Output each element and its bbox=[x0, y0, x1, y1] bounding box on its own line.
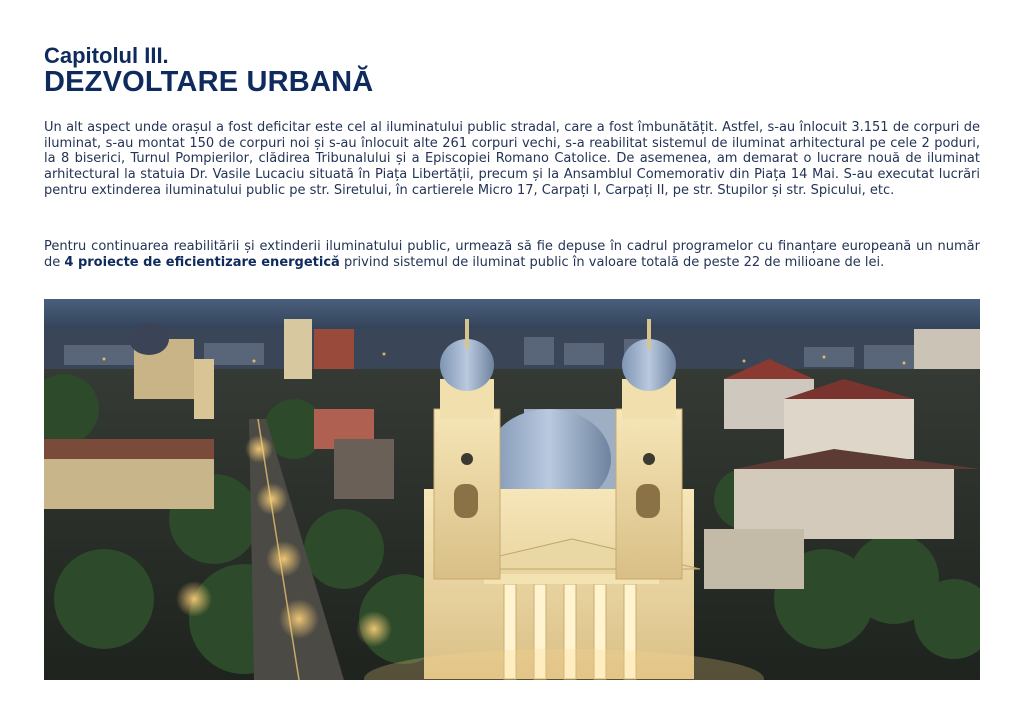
body-paragraph-1: Un alt aspect unde orașul a fost deficitar este cel al iluminatului public stradal, care a fost îmbunătățit. Astfel, s-au înlocuit 3.151 de corpuri de iluminat, s-au montat 150 de corpuri noi și s-au înlocuit alte 261 corpuri vechi, s-a reabilitat sistemul de iluminat arhitectural pe cele 2 poduri, la 8 biserici, Turnul Pompierilor, clădirea Tribunalului și a Episcopiei Romano Catolice. De asemenea, am demarat o lucrare nouă de iluminat arhitectural la statuia Dr. Vasile Lucaciu situată în Piața Libertății, precum și la Ansamblul Comemorativ din Piața 14 Mai. S-au executat lucrări pentru extinderea iluminatului public pe str. Siretului, în cartierele Micro 17, Carpați I, Carpați II, pe str. Stupilor și str. Spicului, etc. bbox=[44, 120, 980, 198]
body-paragraph-2 bbox=[44, 239, 980, 270]
chapter-label: Capitolul III. bbox=[44, 43, 169, 68]
paragraph-2-text-start: Pentru continuarea reabilitării și extinderii iluminatului public, urmează să fie depuse în cadrul programelor cu finanțare europeană un număr de bbox=[44, 239, 980, 270]
page-title: DEZVOLTARE URBANĂ bbox=[44, 66, 374, 98]
highlighted-projects-text: 4 proiecte de eficientizare energetică bbox=[64, 254, 340, 270]
city-night-aerial-photo bbox=[44, 299, 980, 680]
paragraph-2-text-end: privind sistemul de iluminat public în valoare totală de peste 22 de milioane de lei. bbox=[339, 254, 885, 270]
cathedral-aerial-illustration bbox=[44, 299, 980, 680]
